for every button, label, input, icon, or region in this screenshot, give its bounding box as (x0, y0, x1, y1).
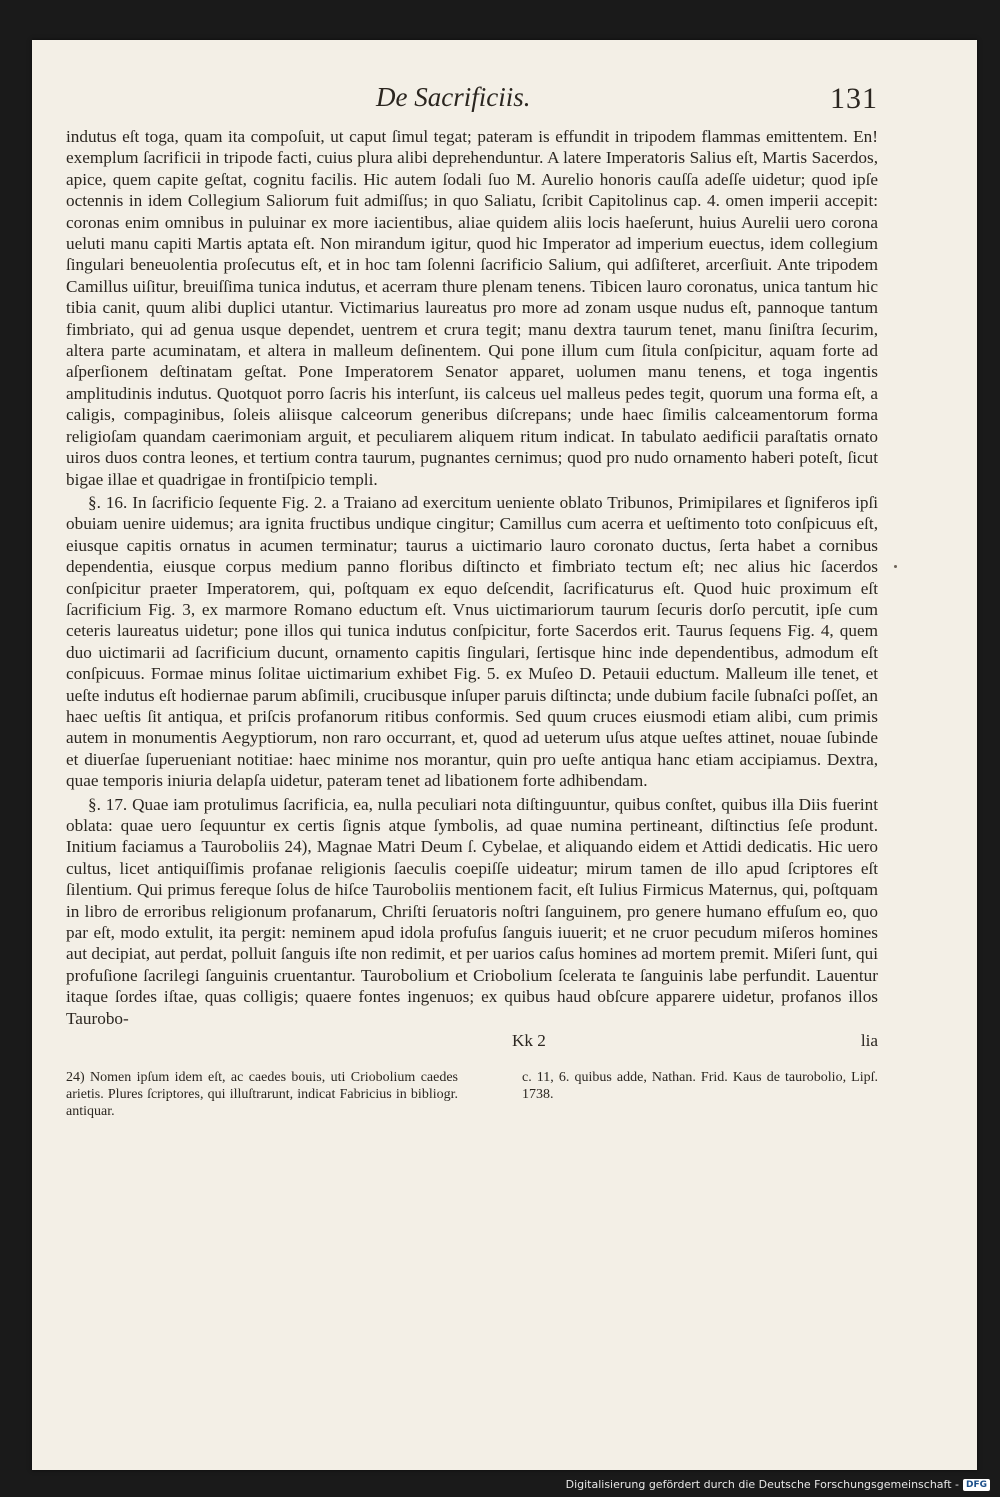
running-title: De Sacrificiis. (376, 82, 531, 112)
signature-row (66, 1031, 878, 1053)
paragraph-1: indutus eſt toga, quam ita compoſuit, ut caput ſimul tegat; pateram is effundit in tripodem flammas emittentem. En! exemplum ſacrificii in tripode facti, cuius plura alibi deprehenduntur. A latere Imperatoris Salius eſt, Martis Sacerdos, apice, quem capite geſtat, cognitu facilis. Hic autem ſodali ſuo M. Aurelio honoris cauſſa adeſſe uidetur; quod ipſe octennis in idem Collegium Saliorum fuit admiſſus; in quo Saliatu, ſcribit Capitolinus cap. 4. omen imperii accepit: coronas enim omnibus in puluinar ex more iacientibus, aliae quidem aliis locis haeſerunt, huius Aurelii uero corona ueluti manu capiti Martis aptata eſt. Non mirandum igitur, quod hic Imperator ad imperium euectus, idem collegium ſingulari beneuolentia proſecutus eſt, et in hoc tam ſolenni ſacrificio Salium, qui adſiſteret, arcerſiuit. Ante tripodem Camillus uiſitur, breuiſſima tunica indutus, et acerram thure plenam tenens. Tibicen lauro coronatus, unica tantum hic tibia canit, quum alibi duplici utantur. Victimarius laureatus pro more ad zonam usque nudus eſt, pannoque tantum fimbriato, qui ad genua usque dependet, uentrem et crura tegit; manu dextra taurum tenet, manu ſiniſtra ſecurim, altera parte acuminatam, et altera in malleum deſinentem. Qui pone illum cum ſitula conſpicitur, aquam forte ad aſperſionem deſtinatam geſtat. Pone Imperatorem Senator apparet, uolumen manu tenens, et toga ingentis amplitudinis indutus. Quotquot porro ſacris his interſunt, iis calceus uel malleus pedes tegit, quorum una forma eſt, a caligis, compaginibus, ſoleis aliisque calceorum generibus diſcrepans; unde haec ſimilis calceamentorum forma religioſam quandam caerimoniam arguit, et peculiarem aliquem ritum indicat. In tabulato aedificii paraſtatis ornato uiros duos contra leones, et tertium contra taurum, pugnantes cernimus; quod pro nudo ornamento haberi poteſt, ſicut bigae illae et quadrigae in frontiſpicio templi. (66, 127, 878, 489)
catchword: lia (860, 1031, 878, 1051)
paragraph-section-17: §. 17. Quae iam protulimus ſacrificia, ea, nulla peculiari nota diſtinguuntur, quibus conſtet, quibus illa Diis fuerint oblata: quae uero ſequuntur ex certis ſignis atque ſymbolis, ad quae numina pertineant, diſtinctius ſeſe produnt. Initium faciamus a Tauroboliis 24), Magnae Matri Deum ſ. Cybelae, et aliquando eidem et Attidi dedicatis. Hic uero cultus, licet antiquiſſimis profanae religionis ſaeculis coepiſſe uideatur; mirum tamen de illo apud ſcriptores eſt ſilentium. Qui primus fereque ſolus de hiſce Tauroboliis mentionem facit, eſt Iulius Firmicus Maternus, qui, poſtquam in libro de erroribus religionum profanarum, Chriſti ſeruatoris noſtri ſanguinem, pro genere humano effuſum eo, quo par eſt, modo extulit, ita pergit: neminem apud idola profuſus ſanguis iuuerit; et ne cruor pecudum miſeros homines aut decipiat, aut perdat, polluit ſanguis iſte non redimit, et per uarios caſus homines ad mortem premit. Miſeri ſunt, qui profuſione ſacrilegi ſanguinis cruentantur. Taurobolium et Criobolium ſcelerata te ſanguinis labe perfundit. Lauentur itaque ſordes iſtae, quas colligis; quaere fontes ingenuos; ex quibus haud obſcure apparere uidetur, profanos illos Taurobo- (66, 794, 878, 1028)
page-content (66, 82, 878, 1120)
paragraph-section-16: §. 16. In ſacrificio ſequente Fig. 2. a Traiano ad exercitum ueniente oblato Tribunos, Primipilares et ſigniferos ipſi obuiam uenire uidemus; ara ignita fructibus undique cingitur; Camillus cum acerra et ueſtimento toto conſpicuus eſt, eiusque capitis ornatus in acumen terminatur; taurus a uictimario lauro coronato ductus, ſerta habet a cornibus dependentia, eiusque corpus medium panno floribus diſtincto et fimbriato tectum eſt; nec alius hic ſacerdos conſpicitur praeter Imperatorem, qui, poſtquam ex equo deſcendit, ſacrificaturus eſt. Quod huic proximum eſt ſacrificium Fig. 3, ex marmore Romano eductum eſt. Vnus uictimariorum taurum ſecuris dorſo percutit, ipſe cum ceteris laureatus uidetur; pone illos qui tunica indutus conſpicitur, forte Sacerdos erit. Taurus ſequens Fig. 4, quem duo uictimarii ad ſacrificium ducunt, ornamento capitis ſingulari, ſertisque hinc inde dependentibus, admodum eſt conſpicuus. Formae minus ſolitae uictimarium exhibet Fig. 5. ex Muſeo D. Petauii eductum. Malleum ille tenet, et ueſte indutus eſt hodiernae parum abſimili, crucibusque inſuper paruis diſtincta; unde dubium facile ſubnaſci poſſet, an haec ueſtis ſit antiqua, et priſcis profanorum ritibus conformis. Sed quum cruces eiusmodi etiam alibi, cum primis autem in monumentis Aegyptiorum, non raro occurrant, et, quod ad ueterum uſus atque ueſtes attinet, nouae ſubinde et diuerſae ſuperueniant notitiae: haec minime nos morantur, quin pro ueſte antiqua hanc etiam accipiamus. Dextra, quae temporis iniuria delapſa uidetur, pateram tenet ad libationem forte adhibendam. (66, 492, 878, 791)
footnotes (66, 1069, 878, 1120)
signature-mark: Kk 2 (512, 1031, 546, 1051)
body-text (66, 126, 878, 1029)
footnote-right: c. 11, 6. quibus adde, Nathan. Frid. Kaus de taurobolio, Lipſ. 1738. (522, 1070, 878, 1103)
dfg-logo-icon: DFG (963, 1479, 990, 1491)
paper-spot (894, 565, 897, 568)
footnote-left: 24) Nomen ipſum idem eſt, ac caedes bouis, uti Criobolium caedes arietis. Plures ſcriptores, qui illuſtrarunt, indicat Fabricius in bibliogr. antiquar. (66, 1070, 458, 1120)
funding-text: Digitalisierung gefördert durch die Deutsche Forschungsgemeinschaft - (565, 1478, 959, 1491)
funding-banner (566, 1478, 990, 1491)
running-head (66, 82, 878, 122)
page-number: 131 (830, 82, 878, 115)
scanned-page (32, 40, 977, 1470)
